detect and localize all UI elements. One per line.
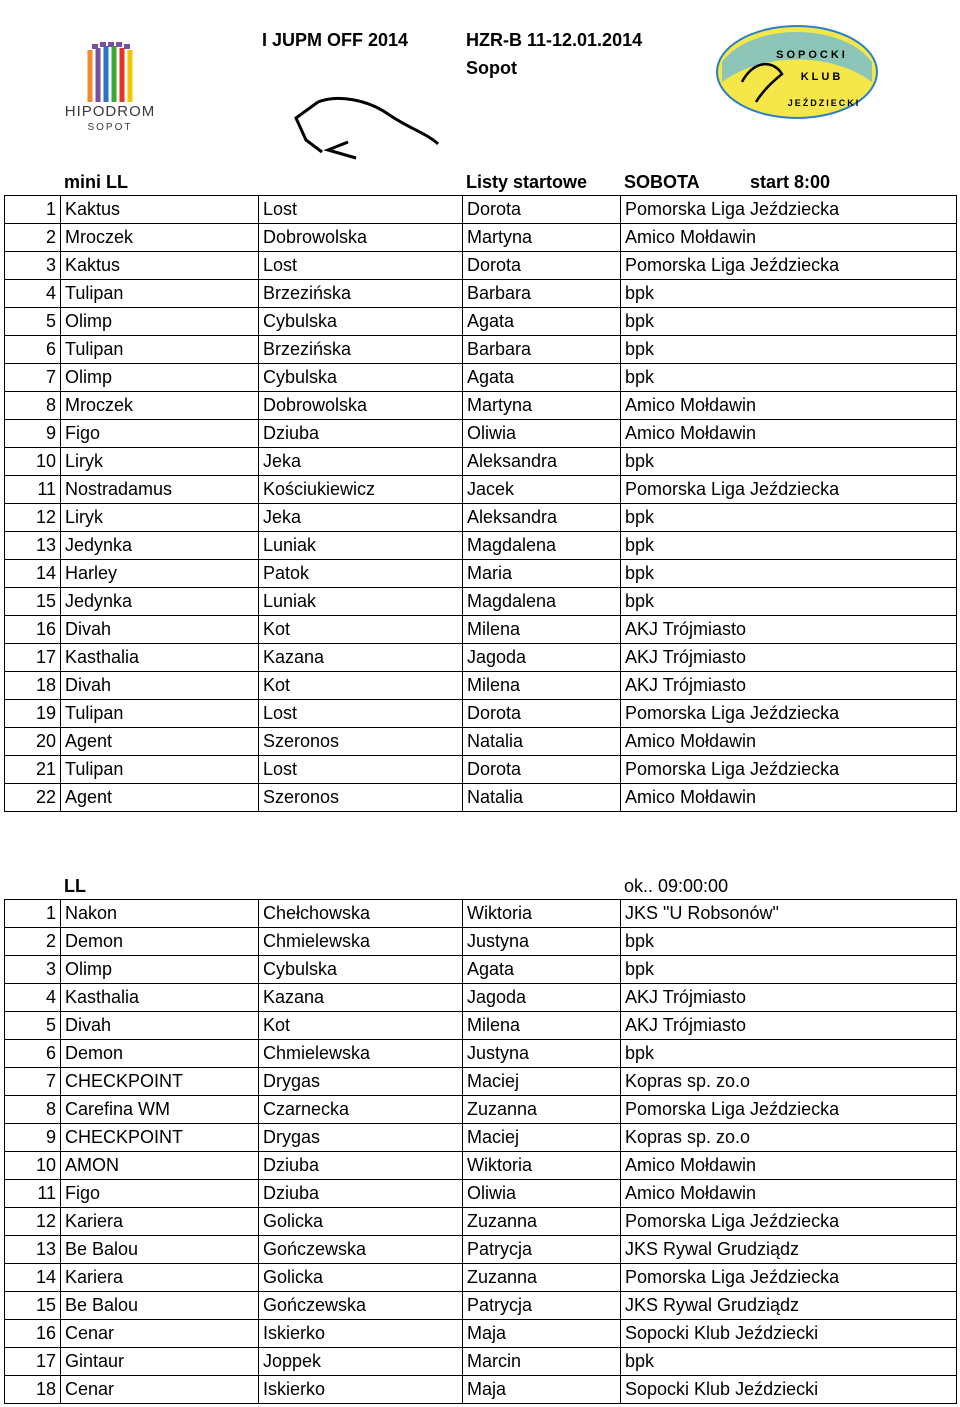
table-row (5, 644, 957, 672)
hipodrom-logo-text: HIPODROM (64, 103, 156, 120)
rider-surname: Jeka (259, 504, 463, 532)
table-row (5, 224, 957, 252)
horse-name: Carefina WM (61, 1096, 259, 1124)
table-row (5, 1040, 957, 1068)
start-number: 16 (5, 1320, 61, 1348)
table-row (5, 392, 957, 420)
rider-surname: Drygas (259, 1124, 463, 1152)
rider-firstname: Natalia (463, 784, 621, 812)
horse-name: Divah (61, 672, 259, 700)
rider-firstname: Aleksandra (463, 504, 621, 532)
club-name: Pomorska Liga Jeździecka (621, 1096, 957, 1124)
start-number: 14 (5, 560, 61, 588)
club-name: Pomorska Liga Jeździecka (621, 1208, 957, 1236)
club-name: Amico Mołdawin (621, 1152, 957, 1180)
horse-name: Demon (61, 928, 259, 956)
table-row (5, 1180, 957, 1208)
club-name: bpk (621, 504, 957, 532)
start-number: 13 (5, 1236, 61, 1264)
start-number: 10 (5, 1152, 61, 1180)
rider-surname: Luniak (259, 588, 463, 616)
club-name: AKJ Trójmiasto (621, 984, 957, 1012)
class-name: mini LL (64, 172, 128, 192)
table-row (5, 1068, 957, 1096)
table-row (5, 1320, 957, 1348)
rider-surname: Kot (259, 1012, 463, 1040)
club-name: Pomorska Liga Jeździecka (621, 196, 957, 224)
table-row (5, 672, 957, 700)
horse-name: Be Balou (61, 1236, 259, 1264)
section-head-mini-ll (0, 168, 960, 196)
start-time: start 8:00 (750, 172, 831, 192)
rider-surname: Drygas (259, 1068, 463, 1096)
horse-name: Tulipan (61, 756, 259, 784)
rider-firstname: Milena (463, 1012, 621, 1040)
rider-firstname: Milena (463, 616, 621, 644)
table-row (5, 928, 957, 956)
horse-name: Agent (61, 728, 259, 756)
rider-surname: Brzezińska (259, 336, 463, 364)
club-name: Kopras sp. zo.o (621, 1124, 957, 1152)
rider-surname: Dziuba (259, 1152, 463, 1180)
rider-firstname: Justyna (463, 928, 621, 956)
rider-surname: Chełchowska (259, 900, 463, 928)
rider-firstname: Marcin (463, 1348, 621, 1376)
club-name: bpk (621, 928, 957, 956)
club-name: bpk (621, 588, 957, 616)
start-number: 17 (5, 644, 61, 672)
club-name: bpk (621, 560, 957, 588)
club-name: bpk (621, 280, 957, 308)
table-row (5, 1236, 957, 1264)
horse-name: Olimp (61, 364, 259, 392)
start-number: 6 (5, 1040, 61, 1068)
start-number: 8 (5, 392, 61, 420)
rider-surname: Dobrowolska (259, 392, 463, 420)
start-number: 15 (5, 1292, 61, 1320)
start-number: 7 (5, 1068, 61, 1096)
table-row (5, 1292, 957, 1320)
rider-firstname: Zuzanna (463, 1096, 621, 1124)
rider-firstname: Maja (463, 1320, 621, 1348)
start-number: 3 (5, 252, 61, 280)
table-row (5, 196, 957, 224)
horse-name: Cenar (61, 1376, 259, 1404)
horse-name: Kasthalia (61, 644, 259, 672)
horse-name: Figo (61, 420, 259, 448)
start-number: 13 (5, 532, 61, 560)
rider-surname: Dobrowolska (259, 224, 463, 252)
club-name: AKJ Trójmiasto (621, 644, 957, 672)
rider-surname: Kot (259, 672, 463, 700)
club-name: bpk (621, 308, 957, 336)
club-name: bpk (621, 956, 957, 984)
start-number: 1 (5, 900, 61, 928)
rider-firstname: Jagoda (463, 984, 621, 1012)
rider-firstname: Wiktoria (463, 1152, 621, 1180)
class-name: LL (64, 876, 86, 896)
rider-surname: Cybulska (259, 308, 463, 336)
rider-firstname: Jagoda (463, 644, 621, 672)
table-row (5, 1012, 957, 1040)
table-row (5, 420, 957, 448)
start-number: 18 (5, 1376, 61, 1404)
horse-name: CHECKPOINT (61, 1068, 259, 1096)
rider-firstname: Natalia (463, 728, 621, 756)
club-name: Pomorska Liga Jeździecka (621, 252, 957, 280)
horse-name: Tulipan (61, 700, 259, 728)
table-row (5, 588, 957, 616)
rider-firstname: Zuzanna (463, 1208, 621, 1236)
rider-surname: Kazana (259, 644, 463, 672)
start-number: 8 (5, 1096, 61, 1124)
horse-name: Mroczek (61, 392, 259, 420)
start-number: 9 (5, 420, 61, 448)
start-number: 16 (5, 616, 61, 644)
rider-surname: Gończewska (259, 1292, 463, 1320)
start-list-table-ll (4, 899, 957, 1404)
start-number: 7 (5, 364, 61, 392)
horse-name: CHECKPOINT (61, 1124, 259, 1152)
start-number: 11 (5, 476, 61, 504)
table-row (5, 1264, 957, 1292)
hipodrom-logo-subtext: SOPOT (87, 122, 133, 133)
rider-surname: Iskierko (259, 1320, 463, 1348)
horse-name: Be Balou (61, 1292, 259, 1320)
rider-surname: Szeronos (259, 728, 463, 756)
rider-firstname: Barbara (463, 336, 621, 364)
horse-name: Kariera (61, 1264, 259, 1292)
event-code-date: HZR-B 11-12.01.2014 (466, 30, 643, 50)
horse-sketch (288, 92, 448, 172)
rider-surname: Dziuba (259, 420, 463, 448)
horse-name: Harley (61, 560, 259, 588)
rider-surname: Jeka (259, 448, 463, 476)
table-row (5, 1376, 957, 1404)
club-name: Sopocki Klub Jeździecki (621, 1376, 957, 1404)
sopocki-klub-logo-top: SOPOCKI (776, 49, 848, 61)
rider-surname: Czarnecka (259, 1096, 463, 1124)
page-header (0, 0, 960, 170)
horse-name: Nakon (61, 900, 259, 928)
club-name: bpk (621, 1348, 957, 1376)
club-name: AKJ Trójmiasto (621, 672, 957, 700)
rider-surname: Chmielewska (259, 928, 463, 956)
table-row (5, 1124, 957, 1152)
start-number: 18 (5, 672, 61, 700)
horse-name: Nostradamus (61, 476, 259, 504)
rider-surname: Golicka (259, 1264, 463, 1292)
rider-firstname: Maciej (463, 1068, 621, 1096)
rider-firstname: Patrycja (463, 1292, 621, 1320)
start-number: 14 (5, 1264, 61, 1292)
horse-name: Mroczek (61, 224, 259, 252)
club-name: Kopras sp. zo.o (621, 1068, 957, 1096)
horse-name: Olimp (61, 308, 259, 336)
horse-name: Liryk (61, 448, 259, 476)
rider-firstname: Oliwia (463, 1180, 621, 1208)
horse-name: Olimp (61, 956, 259, 984)
rider-firstname: Zuzanna (463, 1264, 621, 1292)
table-row (5, 252, 957, 280)
rider-firstname: Maciej (463, 1124, 621, 1152)
club-name: Amico Mołdawin (621, 728, 957, 756)
start-number: 11 (5, 1180, 61, 1208)
club-name: JKS Rywal Grudziądz (621, 1292, 957, 1320)
rider-firstname: Jacek (463, 476, 621, 504)
table-row (5, 1348, 957, 1376)
rider-surname: Lost (259, 196, 463, 224)
rider-surname: Cybulska (259, 364, 463, 392)
start-number: 10 (5, 448, 61, 476)
start-number: 5 (5, 308, 61, 336)
club-name: Pomorska Liga Jeździecka (621, 756, 957, 784)
rider-firstname: Agata (463, 956, 621, 984)
rider-surname: Lost (259, 252, 463, 280)
rider-firstname: Aleksandra (463, 448, 621, 476)
horse-name: Jedynka (61, 588, 259, 616)
rider-firstname: Agata (463, 308, 621, 336)
rider-firstname: Martyna (463, 392, 621, 420)
horse-name: Kariera (61, 1208, 259, 1236)
start-number: 12 (5, 1208, 61, 1236)
horse-name: Agent (61, 784, 259, 812)
rider-surname: Brzezińska (259, 280, 463, 308)
rider-firstname: Milena (463, 672, 621, 700)
start-list-table-mini-ll (4, 195, 957, 812)
table-row (5, 616, 957, 644)
rider-firstname: Maria (463, 560, 621, 588)
table-row (5, 984, 957, 1012)
rider-surname: Dziuba (259, 1180, 463, 1208)
start-number: 5 (5, 1012, 61, 1040)
sopocki-klub-logo (712, 22, 882, 122)
club-name: Amico Mołdawin (621, 1180, 957, 1208)
table-row (5, 504, 957, 532)
table-row (5, 560, 957, 588)
club-name: Pomorska Liga Jeździecka (621, 1264, 957, 1292)
table-row (5, 308, 957, 336)
rider-firstname: Oliwia (463, 420, 621, 448)
start-number: 12 (5, 504, 61, 532)
horse-name: AMON (61, 1152, 259, 1180)
rider-firstname: Magdalena (463, 532, 621, 560)
club-name: JKS Rywal Grudziądz (621, 1236, 957, 1264)
start-number: 3 (5, 956, 61, 984)
rider-firstname: Justyna (463, 1040, 621, 1068)
section-head-ll (0, 872, 960, 900)
start-number: 19 (5, 700, 61, 728)
rider-firstname: Barbara (463, 280, 621, 308)
table-row (5, 1096, 957, 1124)
rider-surname: Gończewska (259, 1236, 463, 1264)
club-name: Amico Mołdawin (621, 784, 957, 812)
rider-surname: Lost (259, 700, 463, 728)
horse-name: Figo (61, 1180, 259, 1208)
rider-firstname: Wiktoria (463, 900, 621, 928)
table-row (5, 336, 957, 364)
table-row (5, 956, 957, 984)
rider-surname: Golicka (259, 1208, 463, 1236)
rider-firstname: Dorota (463, 756, 621, 784)
horse-name: Kaktus (61, 196, 259, 224)
start-number: 17 (5, 1348, 61, 1376)
table-row (5, 476, 957, 504)
rider-surname: Joppek (259, 1348, 463, 1376)
event-city: Sopot (466, 58, 517, 78)
horse-name: Demon (61, 1040, 259, 1068)
club-name: AKJ Trójmiasto (621, 1012, 957, 1040)
rider-surname: Chmielewska (259, 1040, 463, 1068)
rider-surname: Szeronos (259, 784, 463, 812)
rider-firstname: Magdalena (463, 588, 621, 616)
start-number: 9 (5, 1124, 61, 1152)
horse-name: Tulipan (61, 336, 259, 364)
table-row (5, 784, 957, 812)
rider-firstname: Dorota (463, 252, 621, 280)
rider-firstname: Dorota (463, 700, 621, 728)
rider-firstname: Agata (463, 364, 621, 392)
sopocki-klub-logo-bottom: JEŹDZIECKI (787, 98, 861, 108)
horse-name: Divah (61, 1012, 259, 1040)
table-row (5, 700, 957, 728)
club-name: Amico Mołdawin (621, 392, 957, 420)
table-row (5, 1208, 957, 1236)
start-number: 6 (5, 336, 61, 364)
rider-firstname: Patrycja (463, 1236, 621, 1264)
start-number: 22 (5, 784, 61, 812)
club-name: AKJ Trójmiasto (621, 616, 957, 644)
rider-surname: Kościukiewicz (259, 476, 463, 504)
rider-surname: Kot (259, 616, 463, 644)
table-row (5, 900, 957, 928)
horse-name: Liryk (61, 504, 259, 532)
horse-name: Tulipan (61, 280, 259, 308)
club-name: Pomorska Liga Jeździecka (621, 476, 957, 504)
start-number: 1 (5, 196, 61, 224)
horse-name: Divah (61, 616, 259, 644)
rider-surname: Patok (259, 560, 463, 588)
rider-firstname: Martyna (463, 224, 621, 252)
club-name: bpk (621, 1040, 957, 1068)
table-row (5, 448, 957, 476)
club-name: Amico Mołdawin (621, 224, 957, 252)
club-name: Pomorska Liga Jeździecka (621, 700, 957, 728)
club-name: Sopocki Klub Jeździecki (621, 1320, 957, 1348)
start-number: 2 (5, 928, 61, 956)
rider-surname: Kazana (259, 984, 463, 1012)
start-time: ok.. 09:00:00 (624, 876, 729, 896)
club-name: Amico Mołdawin (621, 420, 957, 448)
table-row (5, 728, 957, 756)
table-row (5, 364, 957, 392)
rider-surname: Iskierko (259, 1376, 463, 1404)
list-label: Listy startowe (466, 172, 588, 192)
horse-name: Gintaur (61, 1348, 259, 1376)
event-title: I JUPM OFF 2014 (262, 30, 409, 50)
table-row (5, 1152, 957, 1180)
rider-firstname: Maja (463, 1376, 621, 1404)
table-row (5, 756, 957, 784)
table-row (5, 532, 957, 560)
horse-name: Kasthalia (61, 984, 259, 1012)
start-number: 20 (5, 728, 61, 756)
horse-name: Cenar (61, 1320, 259, 1348)
club-name: JKS "U Robsonów" (621, 900, 957, 928)
start-number: 4 (5, 984, 61, 1012)
table-row (5, 280, 957, 308)
club-name: bpk (621, 364, 957, 392)
club-name: bpk (621, 532, 957, 560)
rider-surname: Lost (259, 756, 463, 784)
start-number: 2 (5, 224, 61, 252)
start-number: 15 (5, 588, 61, 616)
rider-surname: Cybulska (259, 956, 463, 984)
horse-name: Kaktus (61, 252, 259, 280)
rider-firstname: Dorota (463, 196, 621, 224)
horse-name: Jedynka (61, 532, 259, 560)
start-number: 21 (5, 756, 61, 784)
day-label: SOBOTA (624, 172, 700, 192)
start-number: 4 (5, 280, 61, 308)
rider-surname: Luniak (259, 532, 463, 560)
club-name: bpk (621, 448, 957, 476)
hipodrom-logo (38, 30, 188, 140)
sopocki-klub-logo-middle: KLUB (800, 71, 844, 83)
club-name: bpk (621, 336, 957, 364)
